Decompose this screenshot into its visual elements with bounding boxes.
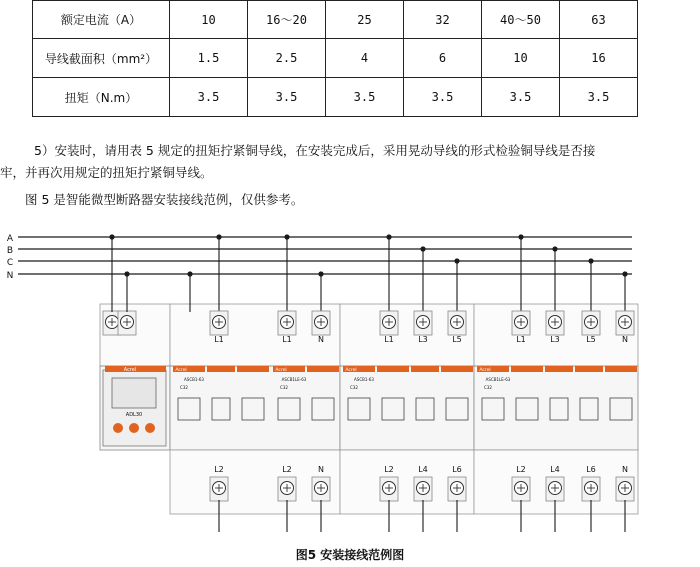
meter-display [112, 378, 156, 408]
brand-strip [605, 366, 637, 372]
brand-strip [377, 366, 409, 372]
junction-dot [454, 258, 459, 263]
table-cell: 3.5 [482, 78, 560, 117]
bus-label: B [6, 246, 14, 256]
table-cell: 3.5 [560, 78, 638, 117]
figure-note: 图 5 是智能微型断路器安装接线范例，仅供参考。 [25, 192, 304, 207]
terminal-label-bottom: N [622, 465, 628, 474]
junction-dot [109, 234, 114, 239]
junction-dot [386, 234, 391, 239]
device-model: ASCB1LE-63 [281, 377, 307, 382]
table-cell: 10 [170, 1, 248, 39]
junction-dot [518, 234, 523, 239]
terminal-label-top: L5 [452, 335, 462, 344]
brand-strip [545, 366, 573, 372]
instruction-paragraph-continued: 牢，并再次用规定的扭矩拧紧铜导线。 [0, 165, 213, 180]
table-row [33, 78, 638, 117]
table-cell: 25 [326, 1, 404, 39]
terminal-label-top: N [318, 335, 324, 344]
device-model: ASCB1LE-63 [485, 377, 511, 382]
terminal-label-top: N [622, 335, 628, 344]
meter-button-icon [145, 423, 155, 433]
terminal-label-top: L5 [586, 335, 596, 344]
table-cell: 32 [404, 1, 482, 39]
wiring-diagram [0, 222, 700, 542]
brand-strip [441, 366, 473, 372]
table-cell: 16 [560, 39, 638, 78]
junction-dot [552, 246, 557, 251]
brand-logo: Acrel [123, 367, 137, 373]
terminal-label-bottom: L6 [586, 465, 596, 474]
device-model: ASCB1-63 [184, 377, 204, 382]
terminal-label-bottom: N [318, 465, 324, 474]
table-row [33, 1, 638, 39]
meter-label: ADL30 [125, 412, 143, 418]
terminal-label-bottom: L2 [384, 465, 394, 474]
meter-button-icon [129, 423, 139, 433]
terminal-label-top: L1 [516, 335, 526, 344]
table-cell: 1.5 [170, 39, 248, 78]
device-code: C32 [180, 385, 188, 390]
junction-dot [187, 271, 192, 276]
table-cell: 63 [560, 1, 638, 39]
row-label: 扭矩（N.m） [33, 78, 170, 117]
row-label: 额定电流（A） [33, 1, 170, 39]
brand-strip [511, 366, 543, 372]
bus-label: C [6, 258, 14, 268]
device-code: C32 [350, 385, 358, 390]
junction-dot [420, 246, 425, 251]
brand-logo: Acrel [345, 368, 357, 373]
table-cell: 4 [326, 39, 404, 78]
terminal-label-bottom: L6 [452, 465, 462, 474]
junction-dot [622, 271, 627, 276]
table-cell: 2.5 [248, 39, 326, 78]
terminal-label-bottom: L2 [214, 465, 224, 474]
brand-strip [207, 366, 235, 372]
brand-strip [237, 366, 269, 372]
table-cell: 3.5 [326, 78, 404, 117]
terminal-label-bottom: L4 [418, 465, 428, 474]
junction-dot [318, 271, 323, 276]
terminal-label-top: L1 [214, 335, 224, 344]
brand-logo: Acrel [479, 368, 491, 373]
table-row [33, 39, 638, 78]
table-cell: 6 [404, 39, 482, 78]
terminal-label-bottom: L2 [516, 465, 526, 474]
table-cell: 16～20 [248, 1, 326, 39]
table-cell: 3.5 [170, 78, 248, 117]
terminal-label-top: L1 [282, 335, 292, 344]
junction-dot [216, 234, 221, 239]
brand-strip [307, 366, 339, 372]
bus-label: N [6, 271, 14, 281]
row-label: 导线截面积（mm²） [33, 39, 170, 78]
brand-strip [575, 366, 603, 372]
spec-table [32, 0, 638, 117]
meter-button-icon [113, 423, 123, 433]
instruction-paragraph: 5）安装时，请用表 5 规定的扭矩拧紧铜导线，在安装完成后，采用晃动导线的形式检验铜导线是否接 [34, 143, 596, 158]
junction-dot [284, 234, 289, 239]
table-cell: 3.5 [248, 78, 326, 117]
terminal-label-bottom: L2 [282, 465, 292, 474]
bus-label: A [6, 234, 14, 244]
table-cell: 10 [482, 39, 560, 78]
device-model: ASCB1-63 [354, 377, 374, 382]
terminal-label-top: L1 [384, 335, 394, 344]
device-code: C32 [280, 385, 288, 390]
brand-strip [411, 366, 439, 372]
terminal-label-top: L3 [550, 335, 560, 344]
terminal-label-bottom: L4 [550, 465, 560, 474]
table-cell: 3.5 [404, 78, 482, 117]
brand-logo: Acrel [175, 368, 187, 373]
table-cell: 40～50 [482, 1, 560, 39]
junction-dot [124, 271, 129, 276]
terminal-label-top: L3 [418, 335, 428, 344]
junction-dot [588, 258, 593, 263]
brand-logo: Acrel [275, 368, 287, 373]
device-code: C32 [484, 385, 492, 390]
figure-caption: 图5 安装接线范例图 [295, 548, 405, 562]
